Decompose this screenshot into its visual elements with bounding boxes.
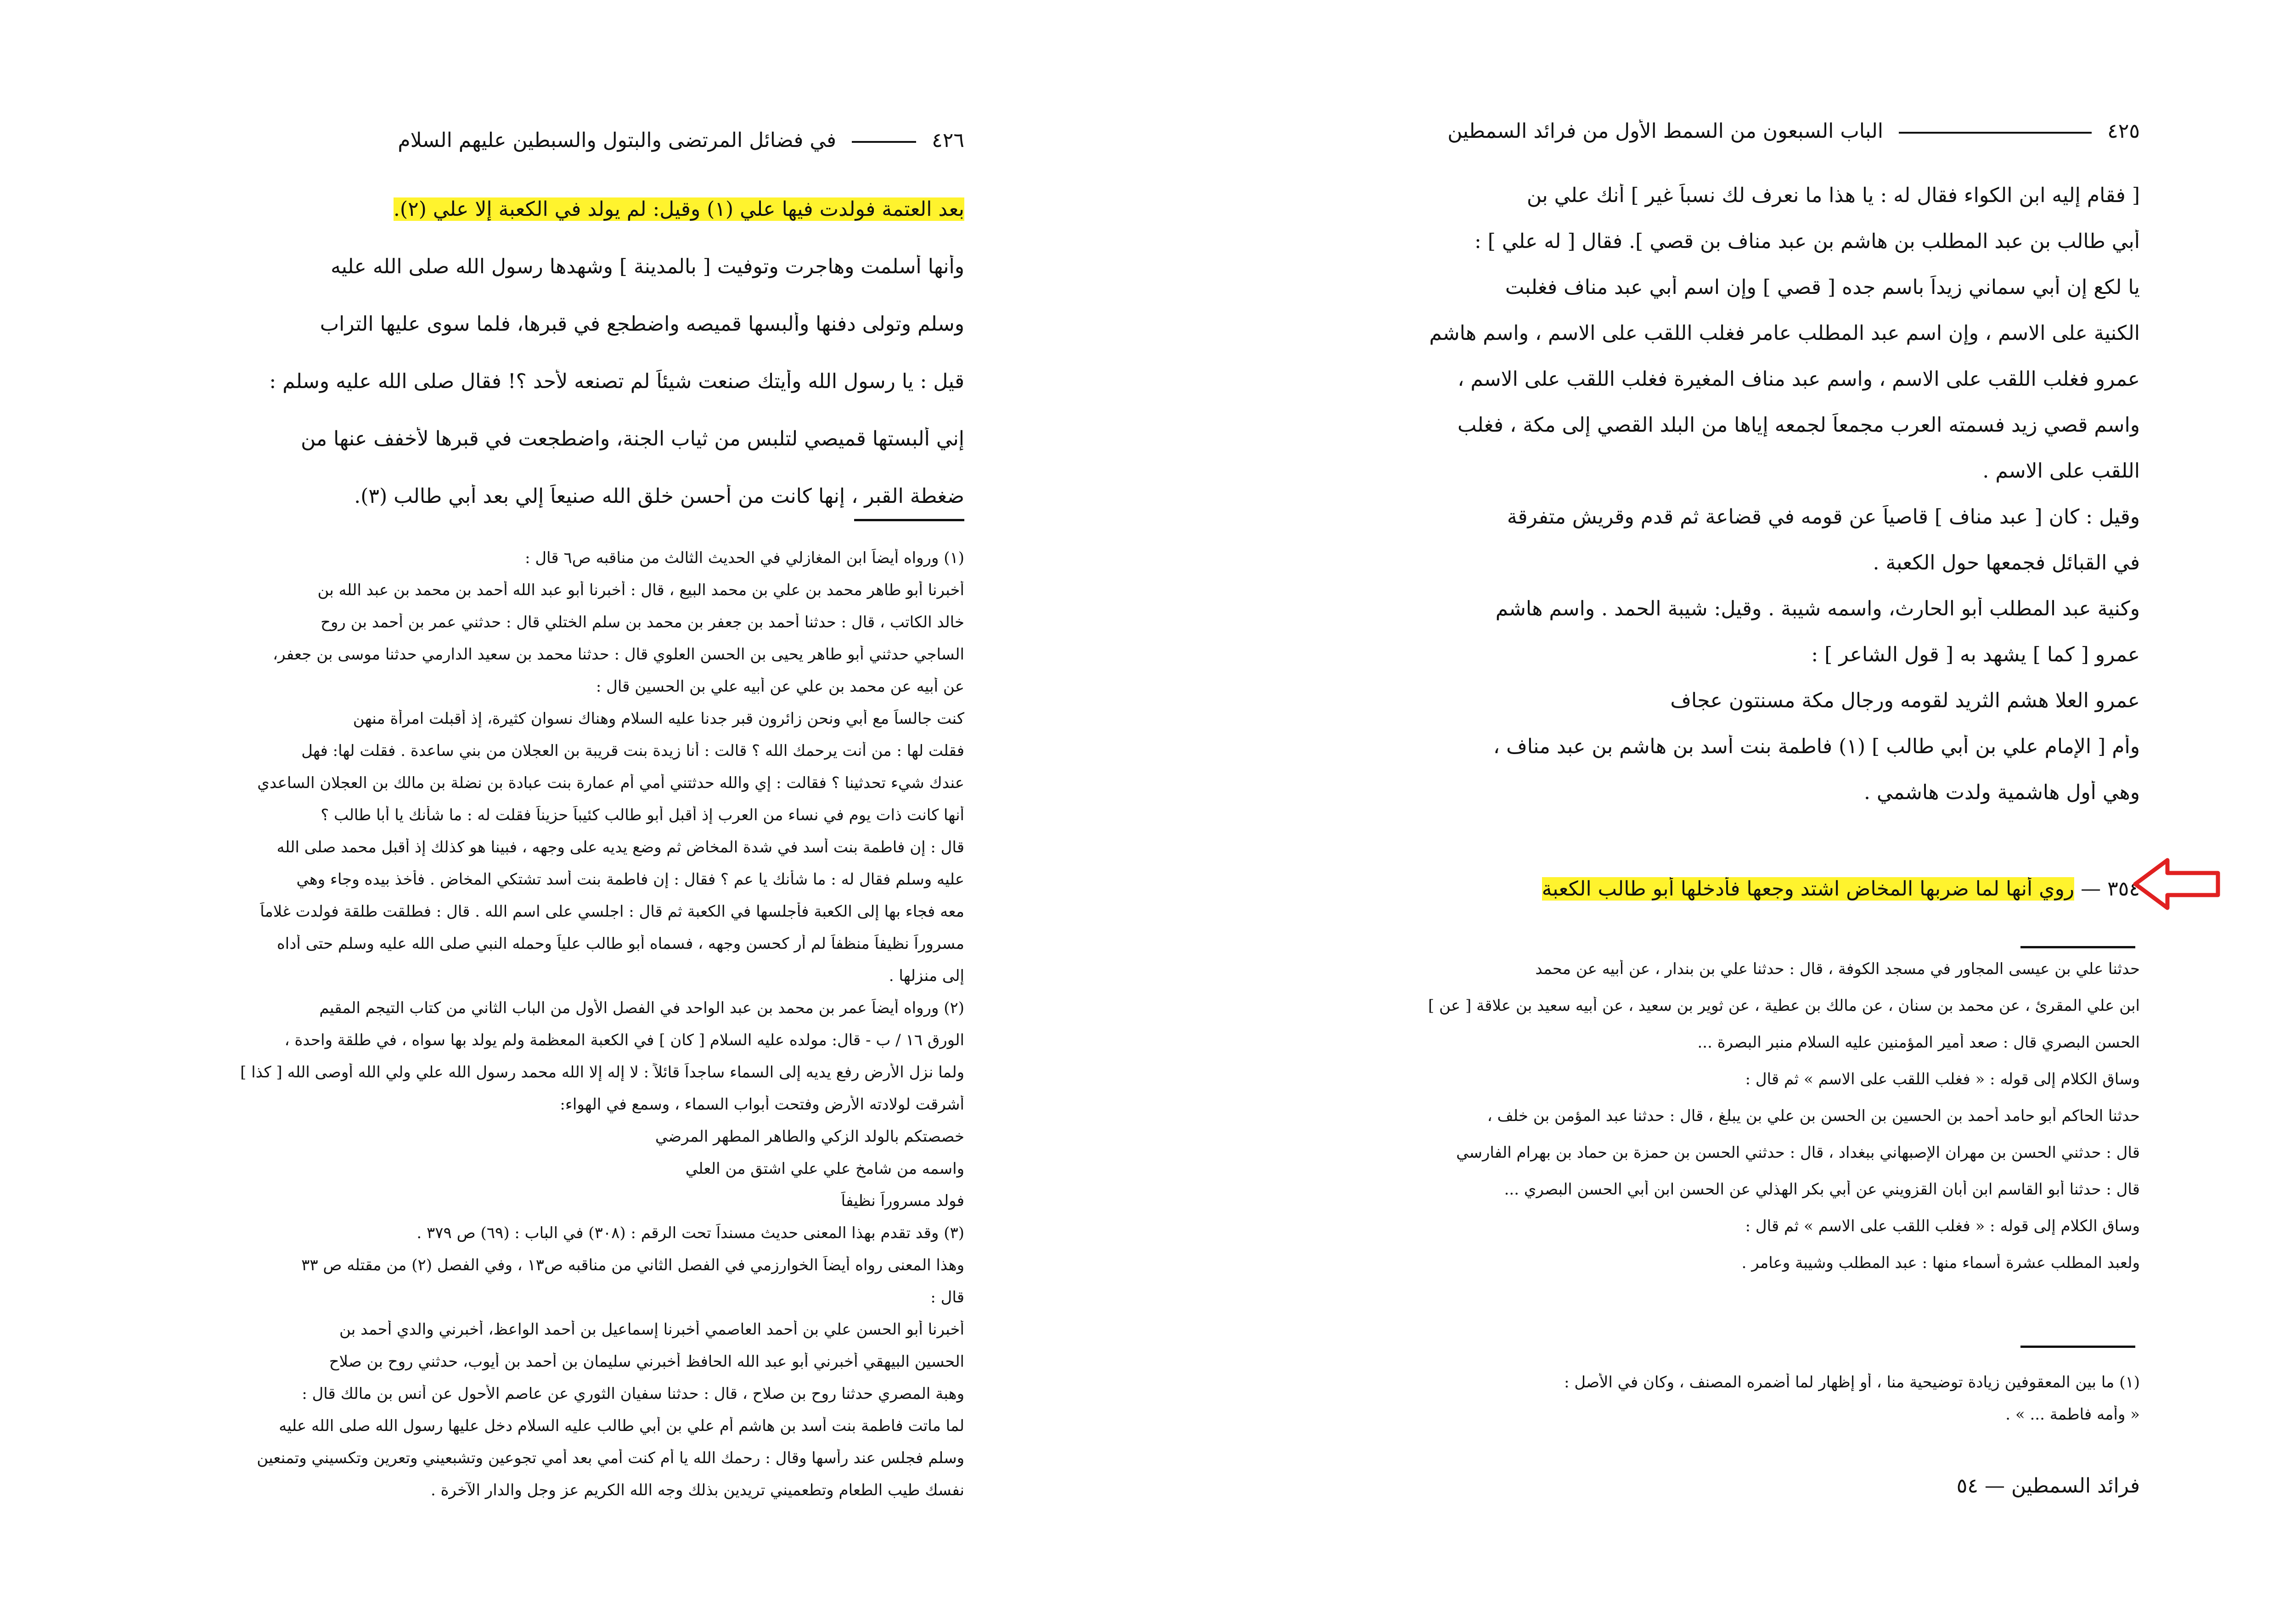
middle-page-title: الباب السبعون من السمط الأول من فرائد السمطين	[1447, 119, 1884, 143]
footnote-line: الحسن البصري قال : صعد أمير المؤمنين عليه السلام منبر البصرة ...	[1697, 1033, 2140, 1052]
left-page-number: ٤٢٦	[932, 129, 964, 152]
middle-page-footer: فرائد السمطين — ٥٤	[1956, 1474, 2140, 1498]
footnote-line: إلى منزلها .	[889, 967, 964, 985]
footnote-line: (١) ما بين المعقوفين زيادة توضيحية منا ، أو إظهار لما أضمره المصنف ، وكان في الأصل :	[1564, 1373, 2140, 1391]
footnote-rule	[2020, 1346, 2135, 1348]
footnote-line: أخبرنا أبو الحسن علي بن أحمد العاصمي أخبرنا إسماعيل بن أحمد الواعظ، أخبرني والدي أحمد بن	[339, 1320, 964, 1339]
footnote-line: وهبة المصري حدثنا روح بن صلاح ، قال : حدثنا سفيان الثوري عن عاصم الأحول عن أنس بن مالك قال :	[302, 1385, 964, 1403]
footnote-rule	[854, 519, 964, 521]
footnote-line: فقلت لها : من أنت يرحمك الله ؟ قالت : أنا زيدة بنت قريبة بن العجلان من بني ساعدة . فقلت لها: فهل	[301, 742, 964, 760]
left-page-title: في فضائل المرتضى والبتول والسبطين عليهم السلام	[398, 129, 837, 152]
footnote-line: أنها كانت ذات يوم في نساء من العرب إذ أقبل أبو طالب كئيباً حزيناً فقلت له : ما شأنك يا أبا طالب ؟	[321, 806, 964, 824]
body-line: الكنية على الاسم ، وإن اسم عبد المطلب عامر فغلب اللقب على الاسم ، واسم هاشم	[1429, 321, 2140, 345]
footnote-line: حدثنا الحاكم أبو حامد أحمد بن الحسين بن الحسن بن علي بن يبلغ ، قال : حدثنا عبد المؤمن بن خلف ،	[1487, 1107, 2140, 1125]
header-dash	[852, 141, 916, 143]
middle-page-number: ٤٢٥	[2107, 119, 2140, 143]
footnote-line: وساق الكلام إلى قوله : « فغلب اللقب على الاسم » ثم قال :	[1745, 1217, 2140, 1235]
footnote-line: كنت جالساً مع أبي ونحن زائرون قبر جدنا عليه السلام وهناك نسوان كثيرة، إذ أقبلت امرأة منهن	[353, 710, 964, 728]
footnote-line: (٢) ورواه أيضاً عمر بن محمد بن عبد الواحد في الفصل الأول من الباب الثاني من كتاب التيجم المقيم	[319, 999, 964, 1017]
body-line: إني ألبستها قميصي لتلبس من ثياب الجنة، واضطجعت في قبرها لأخفف عنها من	[301, 427, 964, 451]
body-line: عمرو [ كما ] يشهد به [ قول الشاعر ] :	[1811, 643, 2140, 666]
footnote-rule	[2020, 946, 2135, 948]
footnote-line: (١) ورواه أيضاً ابن المغازلي في الحديث الثالث من مناقبه ص٦ قال :	[525, 549, 964, 567]
body-line: وقيل : كان [ عبد مناف ] قاصياً عن قومه في قضاعة ثم قدم وقريش متفرقة	[1507, 505, 2140, 529]
footnote-line: مسروراً نظيفاً منظفاً لم أر كحسن وجهه ، فسماه أبو طالب علياً وحمله النبي صلى الله عليه وسلم حتى أداه	[276, 935, 964, 953]
footnote-line: أخبرنا أبو طاهر محمد بن علي بن محمد البيع ، قال : أخبرنا أبو عبد الله أحمد بن محمد بن عبد الله بن	[317, 581, 964, 599]
footnote-line: عندك شيء تحدثينا ؟ فقالت : إي والله حدثتني أمي أم عمارة بنت عبادة بن نضلة بن مالك بن العجلان الساعدي	[257, 774, 964, 792]
footnote-line: واسمه من شامخ علي علي اشتق من العلي	[685, 1160, 964, 1178]
middle-highlighted-line	[1355, 877, 2140, 901]
footnote-line: خصصتكم بالولد الزكي والطاهر المطهر المرضي	[655, 1127, 964, 1146]
header-dash	[1899, 132, 2092, 134]
body-line: وسلم وتولى دفنها وألبسها قميصه واضطجع في قبرها، فلما سوى عليها التراب	[320, 312, 964, 336]
footnote-line: قال :	[930, 1288, 964, 1307]
body-line: ضغطة القبر ، إنها كانت من أحسن خلق الله صنيعاً إلي بعد أبي طالب (٣).	[354, 484, 964, 508]
red-arrow-icon	[2131, 856, 2223, 912]
body-line: وأنها أسلمت وهاجرت وتوفيت [ بالمدينة ] وشهدها رسول الله صلى الله عليه	[331, 255, 964, 278]
body-line: وهي أول هاشمية ولدت هاشمي .	[1863, 781, 2140, 804]
footnote-line: عن أبيه عن محمد بن علي عن أبيه علي بن الحسين قال :	[596, 677, 964, 696]
body-line: اللقب على الاسم .	[1982, 459, 2140, 483]
body-line: عمرو العلا هشم الثريد لقومه ورجال مكة مسنتون عجاف	[1670, 689, 2140, 712]
body-line: واسم قصي زيد فسمته العرب مجمعاً لجمعه إياها من البلد القصي إلى مكة ، فغلب	[1458, 413, 2140, 437]
body-line: [ فقام إليه ابن الكواء فقال له : يا هذا ما نعرف لك نسباً غير ] أنك علي بن	[1526, 184, 2140, 207]
footnote-line: ولما نزل الأرض رفع يديه إلى السماء ساجداً قائلاً : لا إله إلا الله محمد رسول الله علي ولي الله أوصى الله [ كذا ]	[240, 1063, 964, 1082]
footnote-line: الورق ١٦ / ب - قال: مولده عليه السلام [ كان ] في الكعبة المعظمة ولم يولد بها سواه ، في طلقة واحدة ،	[284, 1031, 964, 1049]
footnote-line: وسلم فجلس عند رأسها وقال : رحمك الله يا أم كنت أمي بعد أمي تجوعين وتشبعيني وتعرين وتكسيني وتمنعين	[257, 1449, 964, 1467]
body-line: عمرو فغلب اللقب على الاسم ، واسم عبد مناف المغيرة فغلب اللقب على الاسم ،	[1458, 367, 2140, 391]
body-line: في القبائل فجمعها حول الكعبة .	[1873, 551, 2140, 575]
footnote-line: خالد الكاتب ، قال : حدثنا أحمد بن جعفر بن محمد بن سلم الختلي قال : حدثني عمر بن أحمد بن روح	[321, 613, 964, 631]
body-line: وأم [ الإمام علي بن أبي طالب ] (١) فاطمة بنت أسد بن هاشم بن عبد مناف ،	[1493, 735, 2140, 758]
left-highlighted-line	[174, 197, 964, 221]
left-page-header	[174, 129, 964, 152]
footnote-line: وساق الكلام إلى قوله : « فغلب اللقب على الاسم » ثم قال :	[1745, 1070, 2140, 1088]
footnote-line: ابن علي المقرئ ، عن محمد بن سنان ، عن مالك بن عطية ، عن ثوير بن سعيد ، عن أبيه سعيد بن علاقة [ عن ]	[1428, 997, 2140, 1015]
body-line: أبي طالب بن عبد المطلب بن هاشم بن عبد مناف بن قصي ]. فقال [ له علي ] :	[1474, 230, 2140, 253]
hadith-number: ٣٥٤ —	[2081, 877, 2140, 901]
left-page	[174, 0, 964, 1611]
footnote-line: قال : إن فاطمة بنت أسد في شدة المخاض ثم وضع يديه على وجهه ، فبينا هو كذلك إذ أقبل محمد صلى الله	[276, 838, 964, 856]
footnote-line: عليه وسلم فقال له : ما شأنك يا عم ؟ فقال : إن فاطمة بنت أسد تشتكي المخاض . فأخذ بيده وجاء وهي	[296, 870, 964, 889]
footnote-line: قال : حدثني الحسن بن مهران الإصبهاني ببغداد ، قال : حدثني الحسن بن حمزة بن حماد بن بهرام الفارسي	[1456, 1143, 2140, 1162]
middle-page	[1355, 0, 2140, 1611]
footnote-line: معه فجاء بها إلى الكعبة فأجلسها في الكعبة ثم قال : اجلسي على اسم الله . قال : فطلقت طلقة فولدت غلاماً	[260, 902, 964, 921]
footnote-line: الساجي حدثني أبو طاهر يحيى بن الحسن العلوي قال : حدثنا محمد بن سعيد الدارمي حدثنا موسى بن جعفر،	[273, 645, 964, 664]
footnote-line: الحسين البيهقي أخبرني أبو عبد الله الحافظ أخبرني سليمان بن أحمد بن أيوب، حدثني روح بن صلاح	[329, 1352, 964, 1371]
footnote-line: فولد مسروراً نظيفاً	[841, 1192, 964, 1210]
footnote-line: ولعبد المطلب عشرة أسماء منها : عبد المطلب وشيبة وعامر .	[1741, 1254, 2140, 1272]
middle-page-header	[1355, 119, 2140, 143]
body-line: يا لكع إن أبي سماني زيداً باسم جده [ قصي ] وإن اسم أبي عبد مناف فغلبت	[1505, 276, 2140, 299]
footnote-line: حدثنا علي بن عيسى المجاور في مسجد الكوفة ، قال : حدثنا علي بن بندار ، عن أبيه عن محمد	[1535, 960, 2140, 978]
footnote-line: (٣) وقد تقدم بهذا المعنى حديث مسنداً تحت الرقم : (٣٠٨) في الباب : (٦٩) ص ٣٧٩ .	[416, 1224, 964, 1242]
footnote-line: لما ماتت فاطمة بنت أسد بن هاشم أم علي بن أبي طالب عليه السلام دخل عليها رسول الله صلى الله عليه	[279, 1417, 964, 1435]
body-line: وكنية عبد المطلب أبو الحارث، واسمه شيبة . وقيل: شيبة الحمد . واسم هاشم	[1495, 597, 2140, 620]
body-line: قيل : يا رسول الله وأيتك صنعت شيئاً لم تصنعه لأحد ؟! فقال صلى الله عليه وسلم :	[269, 370, 964, 393]
footnote-line: نفسك طيب الطعام وتطعميني تريدين بذلك وجه الله الكريم عز وجل والدار الآخرة .	[430, 1481, 964, 1499]
highlight-text: روي أنها لما ضربها المخاض اشتد وجعها فأدخلها أبو طالب الكعبة	[1542, 877, 2075, 901]
highlight-text: بعد العتمة فولدت فيها علي (١) وقيل: لم يولد في الكعبة إلا علي (٢).	[393, 197, 964, 221]
footnote-line: وهذا المعنى رواه أيضاً الخوارزمي في الفصل الثاني من مناقبه ص١٣ ، وفي الفصل (٢) من مقتله ص ٣٣	[301, 1256, 964, 1274]
footnote-line: أشرقت لولادته الأرض وفتحت أبواب السماء ، وسمع في الهواء:	[560, 1095, 964, 1114]
footnote-line: « وأمه فاطمة ... » .	[2005, 1405, 2140, 1424]
footnote-line: قال : حدثنا أبو القاسم ابن أبان القزويني عن أبي بكر الهذلي عن الحسن ابن أبي الحسن البصري ...	[1504, 1180, 2140, 1199]
